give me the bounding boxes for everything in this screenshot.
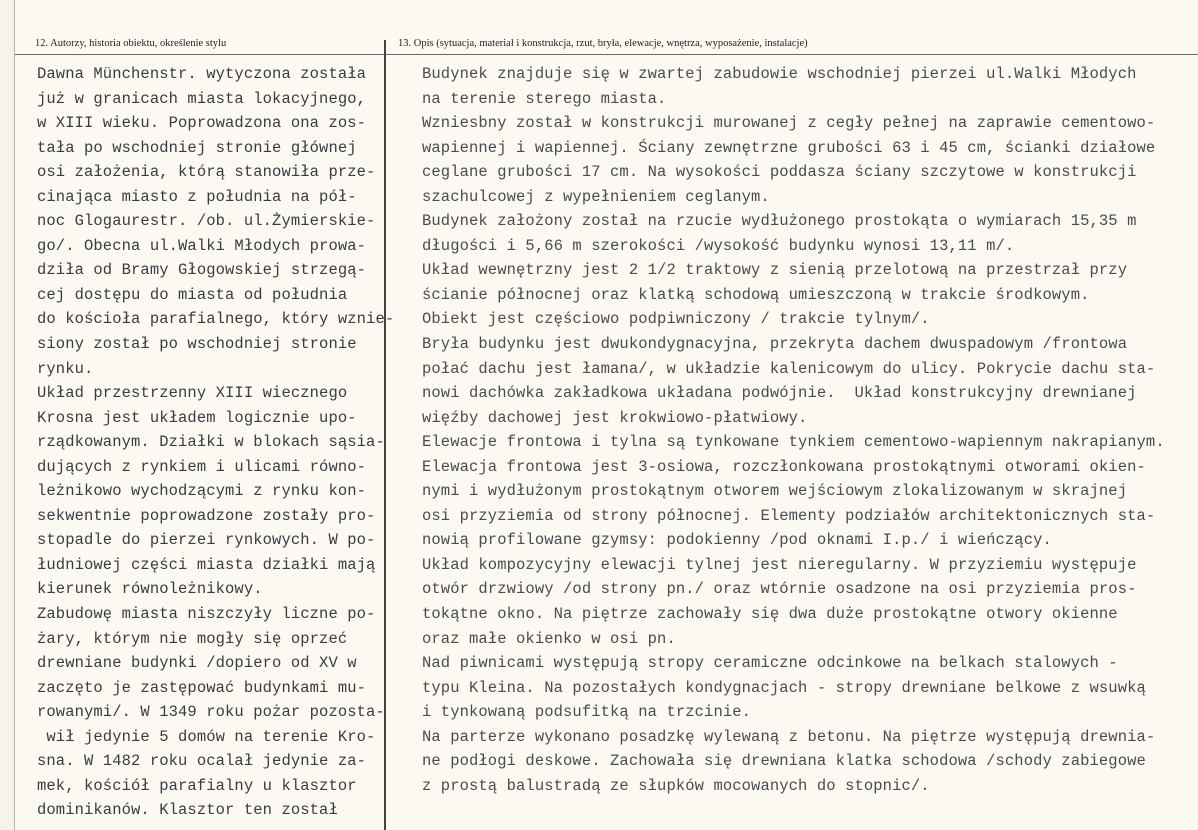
history-text-line: już w granicach miasta lokacyjnego, xyxy=(37,89,367,108)
description-text-line: nymi i wydłużonym prostokątnym otworem wejściowym zlokalizowanym w skrajnej xyxy=(422,482,1128,501)
description-text-line: długości i 5,66 m szerokości /wysokość budynku wynosi 13,11 m/. xyxy=(422,236,1015,255)
history-text-line: kierunek równoleżnikowy. xyxy=(37,580,263,599)
description-text-line: na terenie sterego miasta. xyxy=(422,89,667,108)
history-text-line: zaczęto je zastępować budynkami mu- xyxy=(37,678,367,697)
description-text-line: tokątne okno. Na piętrze zachowały się dwa duże prostokątne otwory okienne xyxy=(422,605,1118,624)
description-text-line: więźby dachowej jest krokwiowo-płatwiowy. xyxy=(422,408,808,427)
history-text-line: łudniowej części miasta działki mają xyxy=(37,555,376,574)
description-text-line: nowią profilowane gzymsy: podokienny /pod oknami I.p./ i wieńczący. xyxy=(422,531,1052,550)
history-text-line: Układ przestrzenny XIII wiecznego xyxy=(37,384,348,403)
history-text-line: dujących z rynkiem i ulicami równo- xyxy=(37,457,367,476)
history-text-line: mek, kościół parafialny u klasztor xyxy=(37,776,357,795)
description-text-line: z prostą balustradą ze słupków mocowanych do stopnic/. xyxy=(422,776,930,795)
history-text-line: rowanymi/. W 1349 roku pożar pozosta- xyxy=(37,703,385,722)
description-text-line: Budynek znajduje się w zwartej zabudowie wschodniej pierzei ul.Walki Młodych xyxy=(422,65,1137,83)
history-text-line: sna. W 1482 roku ocalał jedynie za- xyxy=(37,752,367,771)
history-text-line: do kościoła parafialnego, który wznie- xyxy=(37,310,395,329)
header-divider xyxy=(15,54,1198,55)
history-text-line: rynku. xyxy=(37,359,94,378)
description-text-line: nowi dachówka zakładkowa układana podwójnie. Układ konstrukcyjny drewnianej xyxy=(422,384,1137,403)
description-text-line: Układ wewnętrzny jest 2 1/2 traktowy z sienią przelotową na przestrzał przy xyxy=(422,261,1128,280)
description-text-line: Obiekt jest częściowo podpiwniczony / trakcie tylnym/. xyxy=(422,310,930,329)
history-text-line: stopadle do pierzei rynkowych. W po- xyxy=(37,531,376,550)
description-text-line: Nad piwnicami występują stropy ceramiczne odcinkowe na belkach stalowych - xyxy=(422,654,1118,673)
section-13-heading: 13. Opis (sytuacja, materiał i konstrukcja, rzut, bryła, elewacje, wnętrza, wyposażenie, instalacje) xyxy=(398,38,808,49)
history-text-line: cej dostępu do miasta od południa xyxy=(37,285,348,304)
history-text-line: osi założenia, którą stanowiła prze- xyxy=(37,163,376,182)
history-text-line: leżnikowo wychodzącymi z rynku kon- xyxy=(37,482,367,501)
history-text-line: cinająca miasto z południa na pół- xyxy=(37,187,357,206)
description-text-line: wapiennej i wapiennej. Ściany zewnętrzne grubości 63 i 45 cm, ścianki działowe xyxy=(422,138,1156,157)
history-text-line: tała po wschodniej stronie głównej xyxy=(37,138,357,157)
history-text-line: dominikanów. Klasztor ten został xyxy=(37,801,338,820)
description-text-line: Budynek założony został na rzucie wydłużonego prostokąta o wymiarach 15,35 m xyxy=(422,212,1137,231)
history-text-line: dziła od Bramy Głogowskiej strzegą- xyxy=(37,261,367,280)
history-text-line: siony został po wschodniej stronie xyxy=(37,335,357,354)
history-text-line: żary, którym nie mogły się oprzeć xyxy=(37,629,348,648)
description-text-line: ceglane grubości 17 cm. Na wysokości poddasza ściany szczytowe w konstrukcji xyxy=(422,163,1137,182)
history-text-line: w XIII wieku. Poprowadzona ona zos- xyxy=(37,114,367,133)
description-text-line: i tynkowaną podsufitką na trzcinie. xyxy=(422,703,752,722)
description-text-line: połać dachu jest łamana/, w układzie kalenicowym do ulicy. Pokrycie dachu sta- xyxy=(422,359,1156,378)
description-text-line: otwór drzwiowy /od strony pn./ oraz wtórnie osadzone na osi przyziemia pros- xyxy=(422,580,1137,599)
description-text-line: Elewacja frontowa jest 3-osiowa, rozczłonkowana prostokątnymi otworami okien- xyxy=(422,457,1146,476)
history-text-line: rządkowanym. Działki w blokach sąsia- xyxy=(37,433,385,452)
description-text-column xyxy=(422,62,1198,798)
history-text-line: go/. Obecna ul.Walki Młodych prowa- xyxy=(37,236,367,255)
description-text-line: Na parterze wykonano posadzkę wylewaną z betonu. Na piętrze występują drewnia- xyxy=(422,727,1156,746)
description-text-line: oraz małe okienko w osi pn. xyxy=(422,629,676,648)
description-text-line: Układ kompozycyjny elewacji tylnej jest nieregularny. W przyziemiu występuje xyxy=(422,555,1137,574)
description-text-line: szachulcowej z wypełnieniem ceglanym. xyxy=(422,187,770,206)
description-text-line: typu Kleina. Na pozostałych kondygnacjach - stropy drewniane belkowe z wsuwką xyxy=(422,678,1146,697)
history-text-line: drewniane budynki /dopiero od XV w xyxy=(37,654,357,673)
description-text-line: ne podłogi deskowe. Zachowała się drewniana klatka schodowa /schody zabiegowe xyxy=(422,752,1146,771)
history-text-line: Krosna jest układem logicznie upo- xyxy=(37,408,357,427)
section-12-heading: 12. Autorzy, historia obiektu, określenie stylu xyxy=(35,38,227,49)
history-text-line: sekwentnie poprowadzone zostały pro- xyxy=(37,506,376,525)
description-text-line: Elewacje frontowa i tylna są tynkowane tynkiem cementowo-wapiennym nakrapianym. xyxy=(422,433,1165,452)
description-text-line: ścianie północnej oraz klatką schodową umieszczoną w trakcie środkowym. xyxy=(422,285,1090,304)
history-text-column xyxy=(37,62,417,823)
description-text-line: Wzniesbny został w konstrukcji murowanej z cegły pełnej na zaprawie cementowo- xyxy=(422,114,1156,133)
history-text-line: noc Glogaurestr. /ob. ul.Żymierskie- xyxy=(37,212,376,231)
description-text-line: Bryła budynku jest dwukondygnacyjna, przekryta dachem dwuspadowym /frontowa xyxy=(422,335,1128,354)
description-text-line: osi przyziemia od strony północnej. Elementy podziałów architektonicznych sta- xyxy=(422,506,1156,525)
history-text-line: Zabudowę miasta niszczyły liczne po- xyxy=(37,605,376,624)
history-text-line: wił jedynie 5 domów na terenie Kro- xyxy=(37,727,376,746)
history-text-line: Dawna Münchenstr. wytyczona została xyxy=(37,65,367,83)
document-page xyxy=(14,0,1198,830)
